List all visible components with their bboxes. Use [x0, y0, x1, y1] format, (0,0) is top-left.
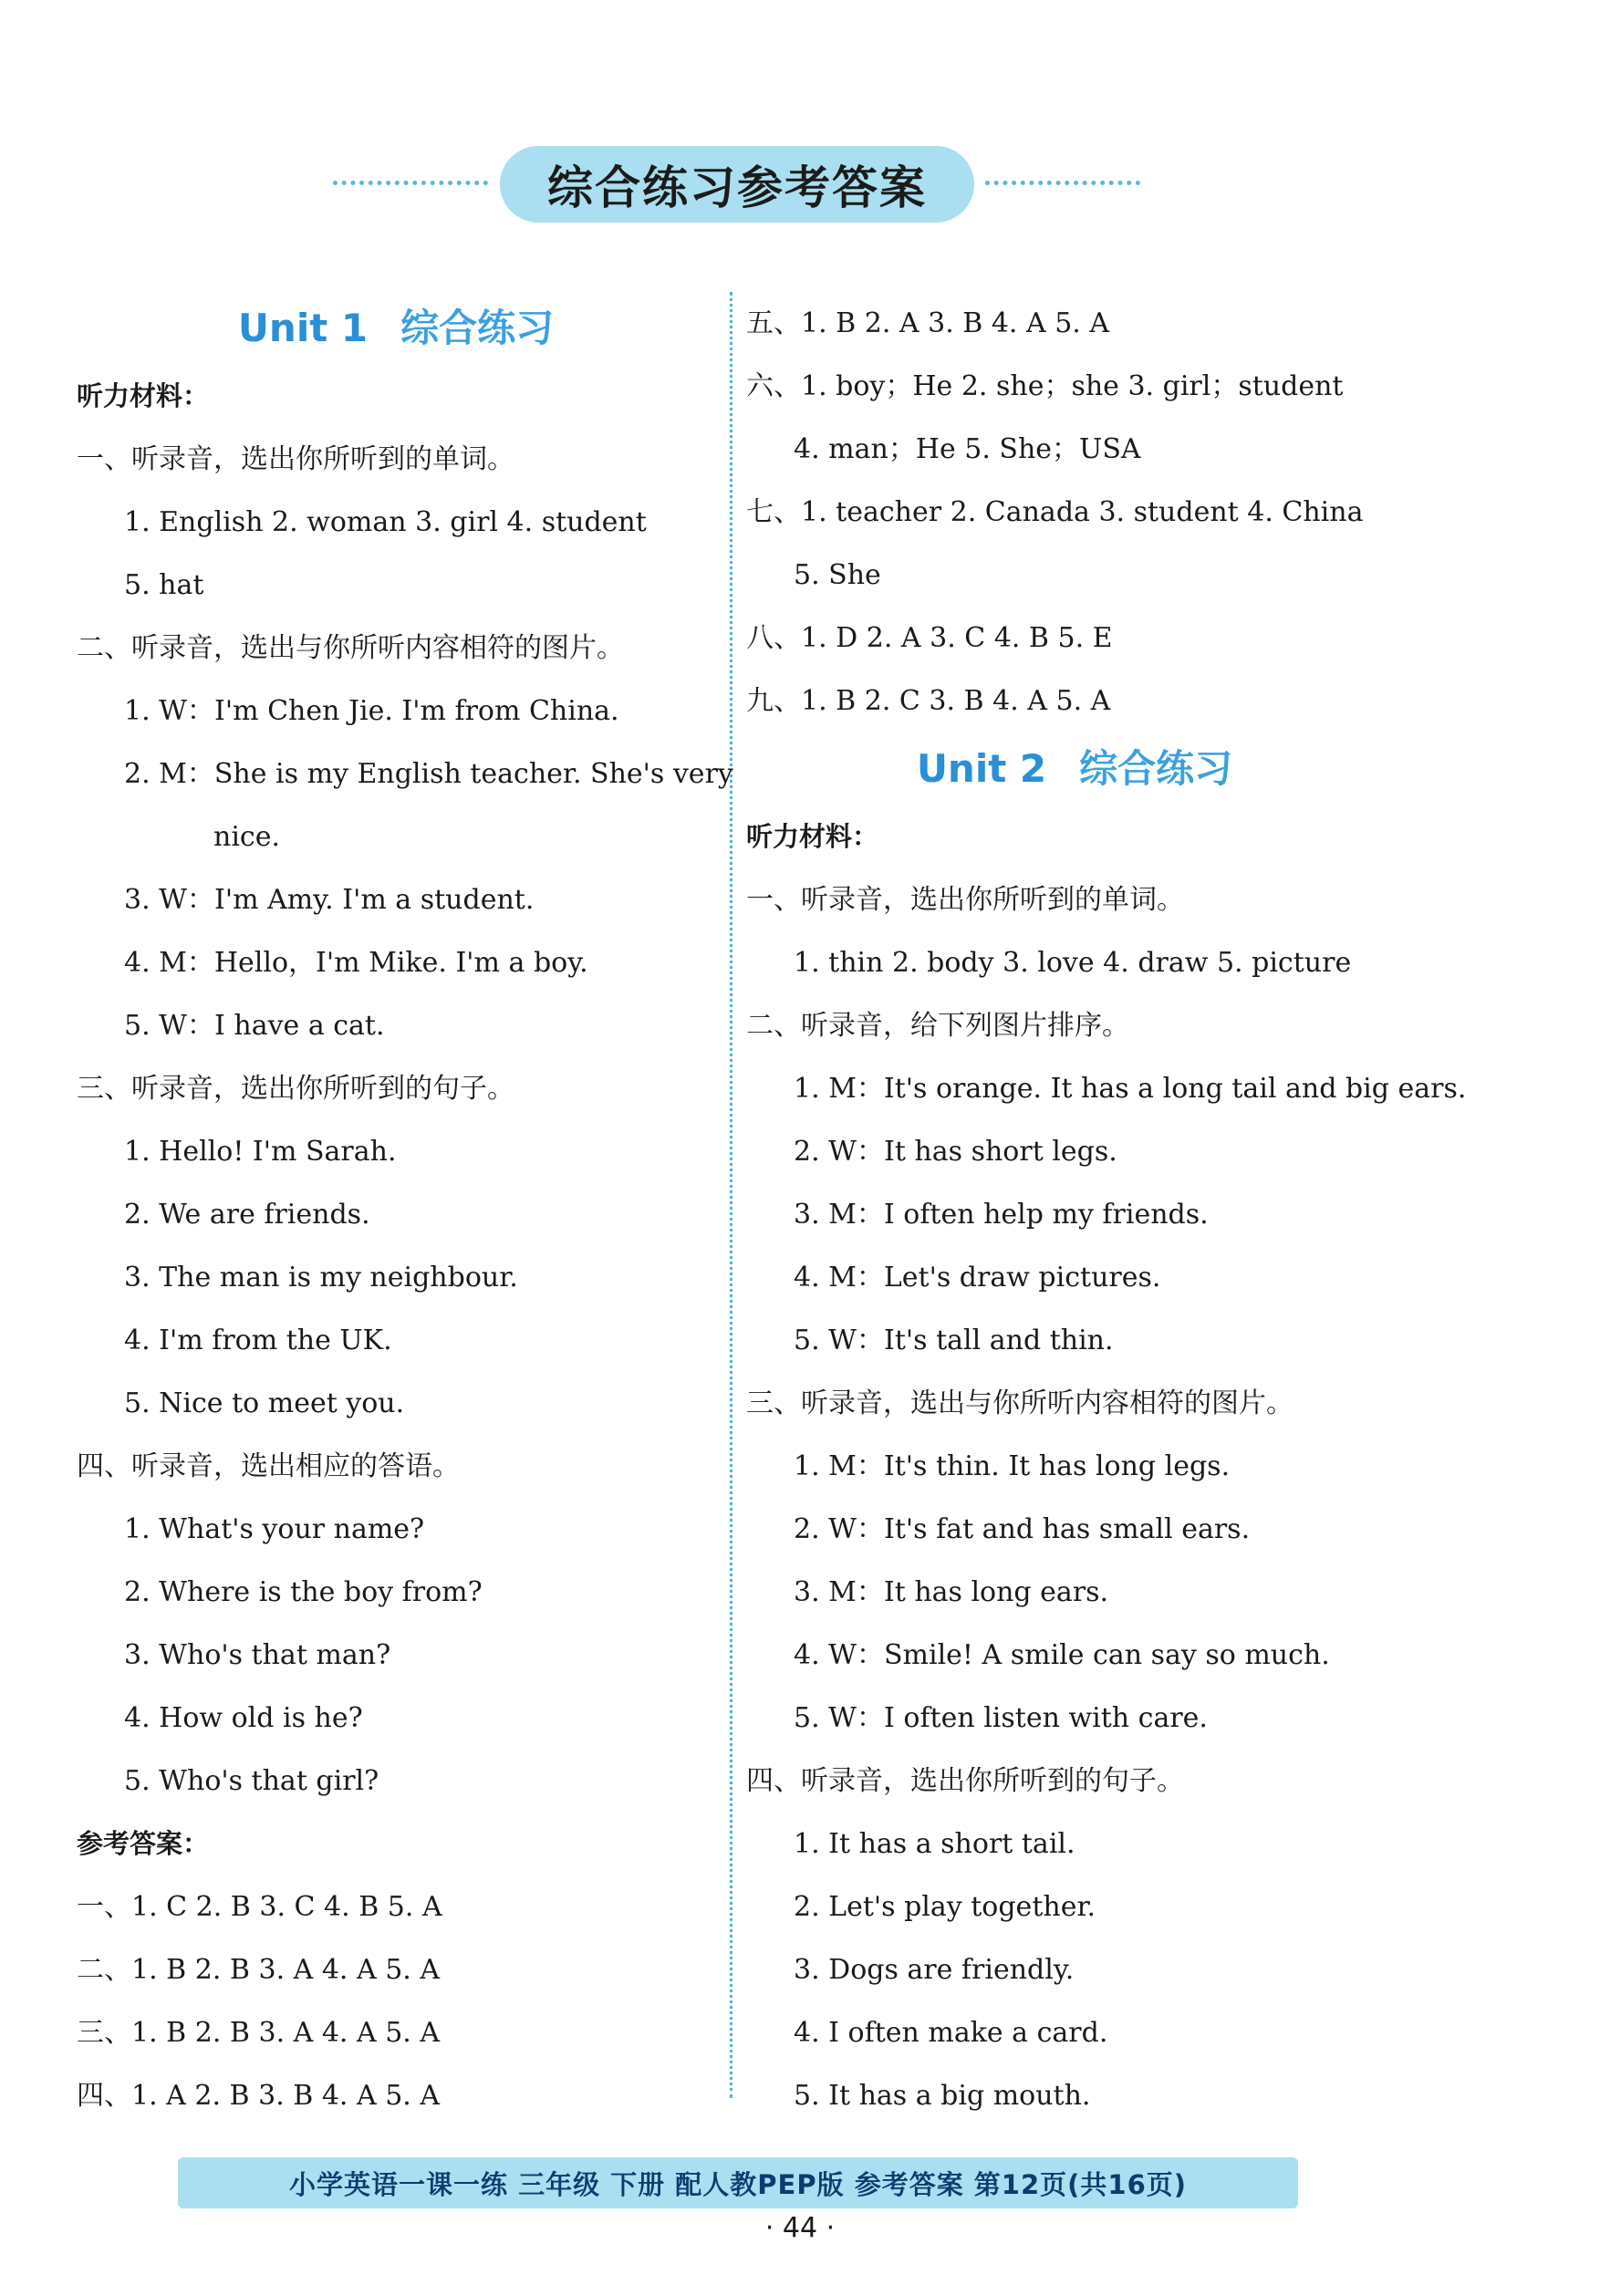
answer-row: 四、1. A 2. B 3. B 4. A 5. A [77, 2080, 441, 2112]
unit2-q3-title: 三、听录音，选出与你所听内容相符的图片。 [746, 1387, 1294, 1419]
page-title: 综合练习参考答案 [547, 161, 927, 214]
answer-row: 三、1. B 2. B 3. A 4. A 5. A [77, 2017, 441, 2049]
unit2-q1-row1: 1. thin 2. body 3. love 4. draw 5. picture [794, 947, 1352, 979]
footer-text: 小学英语一课一练 三年级 下册 配人教PEP版 参考答案 第12页(共16页) [288, 2168, 1188, 2200]
list-item: 4. W：Smile! A smile can say so much. [794, 1639, 1330, 1671]
answer-row: 七、1. teacher 2. Canada 3. student 4. China [746, 496, 1364, 528]
unit2-heading [746, 732, 1403, 805]
answer-row: 二、1. B 2. B 3. A 4. A 5. A [77, 1954, 441, 1986]
answer-row: 八、1. D 2. A 3. C 4. B 5. E [746, 622, 1113, 654]
list-item: 5. It has a big mouth. [794, 2080, 1091, 2112]
list-item: 3. The man is my neighbour. [124, 1262, 518, 1293]
unit2-heading-cn: 综合练习 [1079, 746, 1233, 791]
list-item: 4. M：Hello，I'm Mike. I'm a boy. [124, 947, 588, 979]
answer-row: 4. man；He 5. She；USA [794, 433, 1141, 465]
unit1-q1-row1: 1. English 2. woman 3. girl 4. student [124, 506, 647, 538]
list-item: 2. Where is the boy from? [124, 1576, 483, 1608]
unit1-heading-cn: 综合练习 [400, 306, 555, 350]
unit2-listening-label: 听力材料： [746, 821, 879, 852]
unit1-answers-label: 参考答案： [77, 1828, 210, 1859]
list-item: 1. M：It's orange. It has a long tail and big ears. [794, 1073, 1467, 1105]
right-column [746, 292, 1467, 2127]
unit2-q2-title: 二、听录音，给下列图片排序。 [746, 1010, 1129, 1042]
list-item: 1. What's your name? [124, 1513, 425, 1545]
list-item: 5. Nice to meet you. [124, 1387, 405, 1419]
unit1-listening-label: 听力材料： [77, 380, 210, 411]
unit1-q4-title: 四、听录音，选出相应的答语。 [77, 1450, 460, 1482]
column-divider [730, 292, 732, 2098]
list-item: 5. W：I often listen with care. [794, 1702, 1208, 1734]
list-item: 5. W：I have a cat. [124, 1010, 385, 1042]
unit2-q1-title: 一、听录音，选出你所听到的单词。 [746, 884, 1184, 916]
list-item: 3. W：I'm Amy. I'm a student. [124, 884, 535, 916]
list-item: 2. We are friends. [124, 1199, 370, 1231]
unit2-heading-en: Unit 2 [916, 746, 1047, 791]
list-item: nice. [213, 821, 281, 853]
answer-row: 九、1. B 2. C 3. B 4. A 5. A [746, 685, 1111, 717]
footer-bar [178, 2157, 1298, 2208]
unit1-q3-title: 三、听录音，选出你所听到的句子。 [77, 1073, 514, 1105]
page-title-pill [500, 146, 974, 223]
unit1-heading [77, 292, 715, 365]
decorative-dots-left [333, 181, 488, 191]
list-item: 2. M：She is my English teacher. She's very [124, 758, 733, 790]
list-item: 1. W：I'm Chen Jie. I'm from China. [124, 695, 619, 727]
left-column [77, 292, 733, 2127]
answer-row: 一、1. C 2. B 3. C 4. B 5. A [77, 1891, 442, 1923]
list-item: 2. W：It has short legs. [794, 1136, 1117, 1168]
list-item: 4. I'm from the UK. [124, 1325, 392, 1356]
list-item: 3. Who's that man? [124, 1639, 391, 1671]
unit1-heading-en: Unit 1 [237, 306, 369, 350]
list-item: 5. Who's that girl? [124, 1765, 379, 1797]
list-item: 3. Dogs are friendly. [794, 1954, 1075, 1986]
list-item: 4. How old is he? [124, 1702, 363, 1734]
list-item: 2. Let's play together. [794, 1891, 1096, 1923]
list-item: 3. M：I often help my friends. [794, 1199, 1209, 1231]
list-item: 4. I often make a card. [794, 2017, 1108, 2049]
unit2-q4-title: 四、听录音，选出你所听到的句子。 [746, 1765, 1184, 1797]
decorative-dots-right [985, 181, 1140, 191]
unit1-q1-row2: 5. hat [124, 569, 204, 601]
answer-row: 5. She [794, 559, 881, 591]
list-item: 1. M：It's thin. It has long legs. [794, 1450, 1231, 1482]
answer-row: 五、1. B 2. A 3. B 4. A 5. A [746, 307, 1110, 339]
unit1-q2-title: 二、听录音，选出与你所听内容相符的图片。 [77, 632, 624, 664]
list-item: 4. M：Let's draw pictures. [794, 1262, 1161, 1293]
unit1-q1-title: 一、听录音，选出你所听到的单词。 [77, 443, 514, 475]
answer-row: 六、1. boy；He 2. she；she 3. girl；student [746, 370, 1344, 402]
list-item: 3. M：It has long ears. [794, 1576, 1109, 1608]
page-number: · 44 · [764, 2212, 836, 2244]
list-item: 5. W：It's tall and thin. [794, 1325, 1114, 1356]
page-title-banner [0, 146, 1600, 228]
list-item: 2. W：It's fat and has small ears. [794, 1513, 1251, 1545]
list-item: 1. Hello! I'm Sarah. [124, 1136, 397, 1168]
list-item: 1. It has a short tail. [794, 1828, 1075, 1860]
